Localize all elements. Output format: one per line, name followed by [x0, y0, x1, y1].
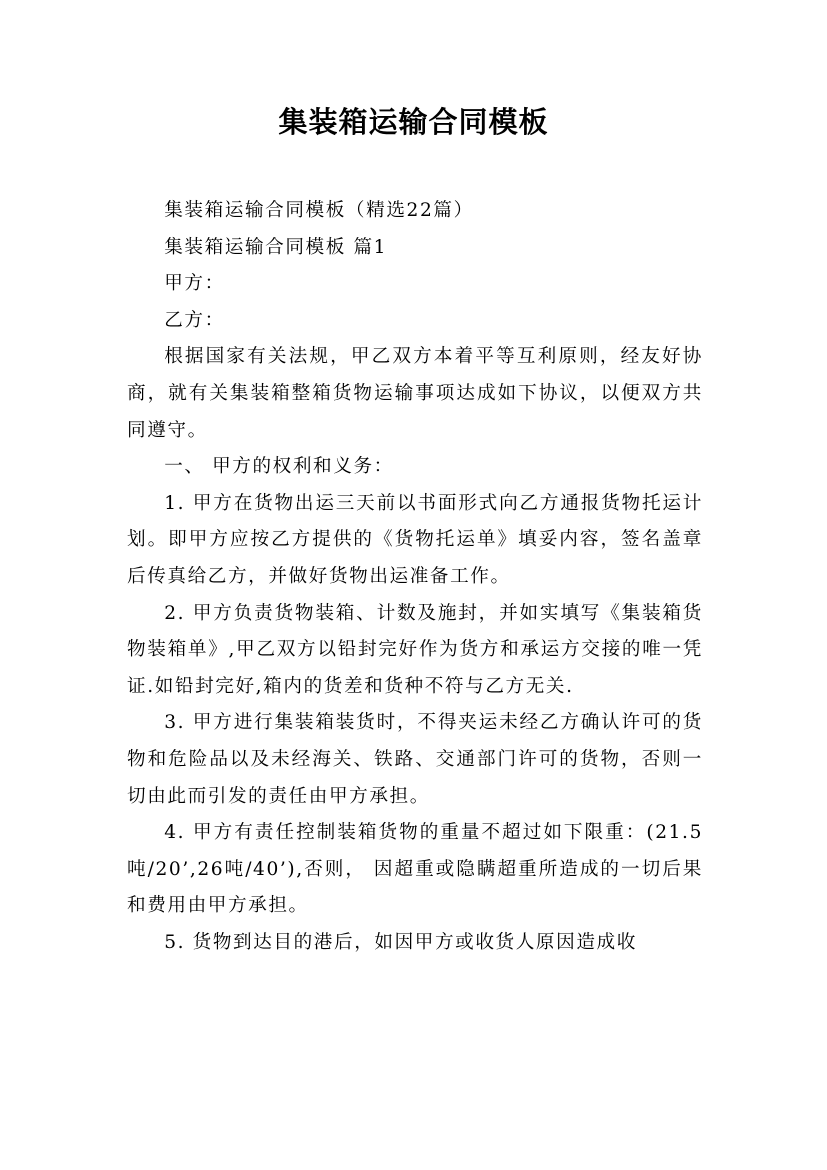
paragraph-preamble: 根据国家有关法规，甲乙双方本着平等互利原则，经友好协商，就有关集装箱整箱货物运输事项达成如下协议，以便双方共同遵守。	[127, 346, 703, 441]
paragraph-clause-1: 1. 甲方在货物出运三天前以书面形式向乙方通报货物托运计划。即甲方应按乙方提供的《货物托运单》填妥内容，签名盖章后传真给乙方，并做好货物出运准备工作。	[127, 492, 703, 587]
paragraph-clause-5: 5. 货物到达目的港后，如因甲方或收货人原因造成收	[164, 931, 637, 953]
paragraph-subtitle: 集装箱运输合同模板（精选22篇）	[164, 200, 474, 221]
paragraph-article-heading: 一、 甲方的权利和义务：	[164, 456, 394, 478]
paragraph-section-heading: 集装箱运输合同模板 篇1	[164, 236, 388, 258]
paragraph-party-b: 乙方：	[164, 309, 225, 331]
paragraph-clause-4: 4. 甲方有责任控制装箱货物的重量不超过如下限重：(21.5吨/20’,26吨/40’),否则， 因超重或隐瞒超重所造成的一切后果和费用由甲方承担。	[127, 822, 703, 917]
document-title: 集装箱运输合同模板	[278, 105, 549, 139]
paragraph-party-a: 甲方：	[164, 273, 225, 295]
paragraph-clause-3: 3. 甲方进行集装箱装货时，不得夹运未经乙方确认许可的货物和危险品以及未经海关、铁路、交通部门许可的货物，否则一切由此而引发的责任由甲方承担。	[127, 712, 703, 807]
paragraph-clause-2: 2. 甲方负责货物装箱、计数及施封，并如实填写《集装箱货物装箱单》,甲乙双方以铅封完好作为货方和承运方交接的唯一凭证.如铅封完好,箱内的货差和货种不符与乙方无关.	[127, 602, 703, 697]
document-body	[127, 193, 703, 961]
